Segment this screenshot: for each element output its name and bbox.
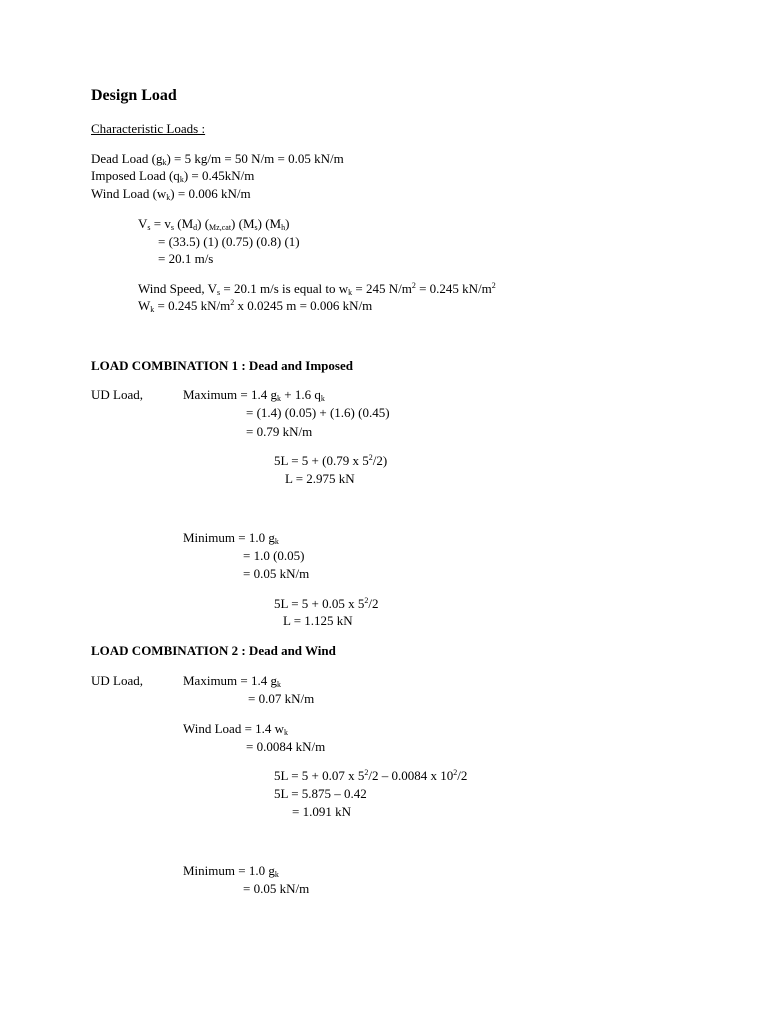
characteristic-loads-heading: Characteristic Loads : [91, 121, 206, 136]
dead-load-line: Dead Load $(g_k) = 5$ kg/m = 50 N/m = 0.05 kN/m [91, 151, 344, 167]
page-title: Design Load [91, 87, 177, 104]
lc1-ud-load-label: UD Load, [91, 387, 143, 402]
lc2-maximum-result: = 0.07 kN/m [248, 691, 315, 706]
lc1-minimum-line: Minimum = 1.0 $g_k$ [183, 530, 279, 546]
lc1-calc-line: 5L = 5 + (0.79 x $5^2/2$) [274, 453, 388, 468]
lc1-maximum-values: = (1.4) (0.05) + (1.6) (0.45) [246, 405, 390, 420]
lc1-min-calc-line: 5L = 5 + 0.05 x $5^2/2$ [274, 596, 379, 611]
wind-speed-line: Wind Speed, $V_s = 20.1$ m/s is equal to $w_k = 245$ $N/m^2 = 0.245$ $kN/m^2$ [138, 281, 496, 297]
lc1-minimum-values: = 1.0 (0.05) [243, 548, 305, 563]
lc1-calc-result: L = 2.975 kN [285, 471, 355, 486]
lc1-min-calc-result: L = 1.125 kN [283, 613, 353, 628]
load-combination-1-heading: LOAD COMBINATION 1 : Dead and Imposed [91, 358, 353, 373]
vs-formula-line: $V_s = v_s$ $(M_d)$ $(_{Mz,cat})$ $(M_s)$ $(M_h)$ [138, 216, 290, 232]
lc2-calc-line: 5L = 5 + 0.07 x $5^2/2 - 0.0084$ x $10^2/2$ [274, 768, 468, 783]
lc2-wind-load-line: Wind Load = 1.4 $w_k$ [183, 721, 289, 737]
lc2-minimum-line: Minimum = 1.0 $g_k$ [183, 863, 279, 879]
vs-result-line: = 20.1 m/s [158, 251, 214, 266]
vs-values-line: = (33.5) (1) (0.75) (0.8) (1) [158, 234, 300, 249]
lc1-minimum-result: = 0.05 kN/m [243, 566, 310, 581]
lc2-wind-load-result: = 0.0084 kN/m [246, 739, 326, 754]
lc2-minimum-result: = 0.05 kN/m [243, 881, 310, 896]
wind-load-line: Wind Load $(w_k) = 0.006$ kN/m [91, 186, 251, 202]
lc1-maximum-result: = 0.79 kN/m [246, 424, 313, 439]
imposed-load-line: Imposed Load $(q_k) = 0.45kN/m$ [91, 168, 255, 184]
lc2-calc-result: = 1.091 kN [292, 804, 351, 819]
lc1-maximum-line: Maximum = 1.4 $g_k + 1.6$ $q_k$ [183, 387, 325, 403]
wk-line: $W_k = 0.245$ $kN/m^2$ x 0.0245 m = 0.006 kN/m [138, 298, 373, 314]
load-combination-2-heading: LOAD COMBINATION 2 : Dead and Wind [91, 643, 336, 658]
lc2-maximum-line: Maximum = 1.4 $g_k$ [183, 673, 281, 689]
lc2-ud-load-label: UD Load, [91, 673, 143, 688]
lc2-calc-subtraction: 5L = 5.875 – 0.42 [274, 786, 367, 801]
